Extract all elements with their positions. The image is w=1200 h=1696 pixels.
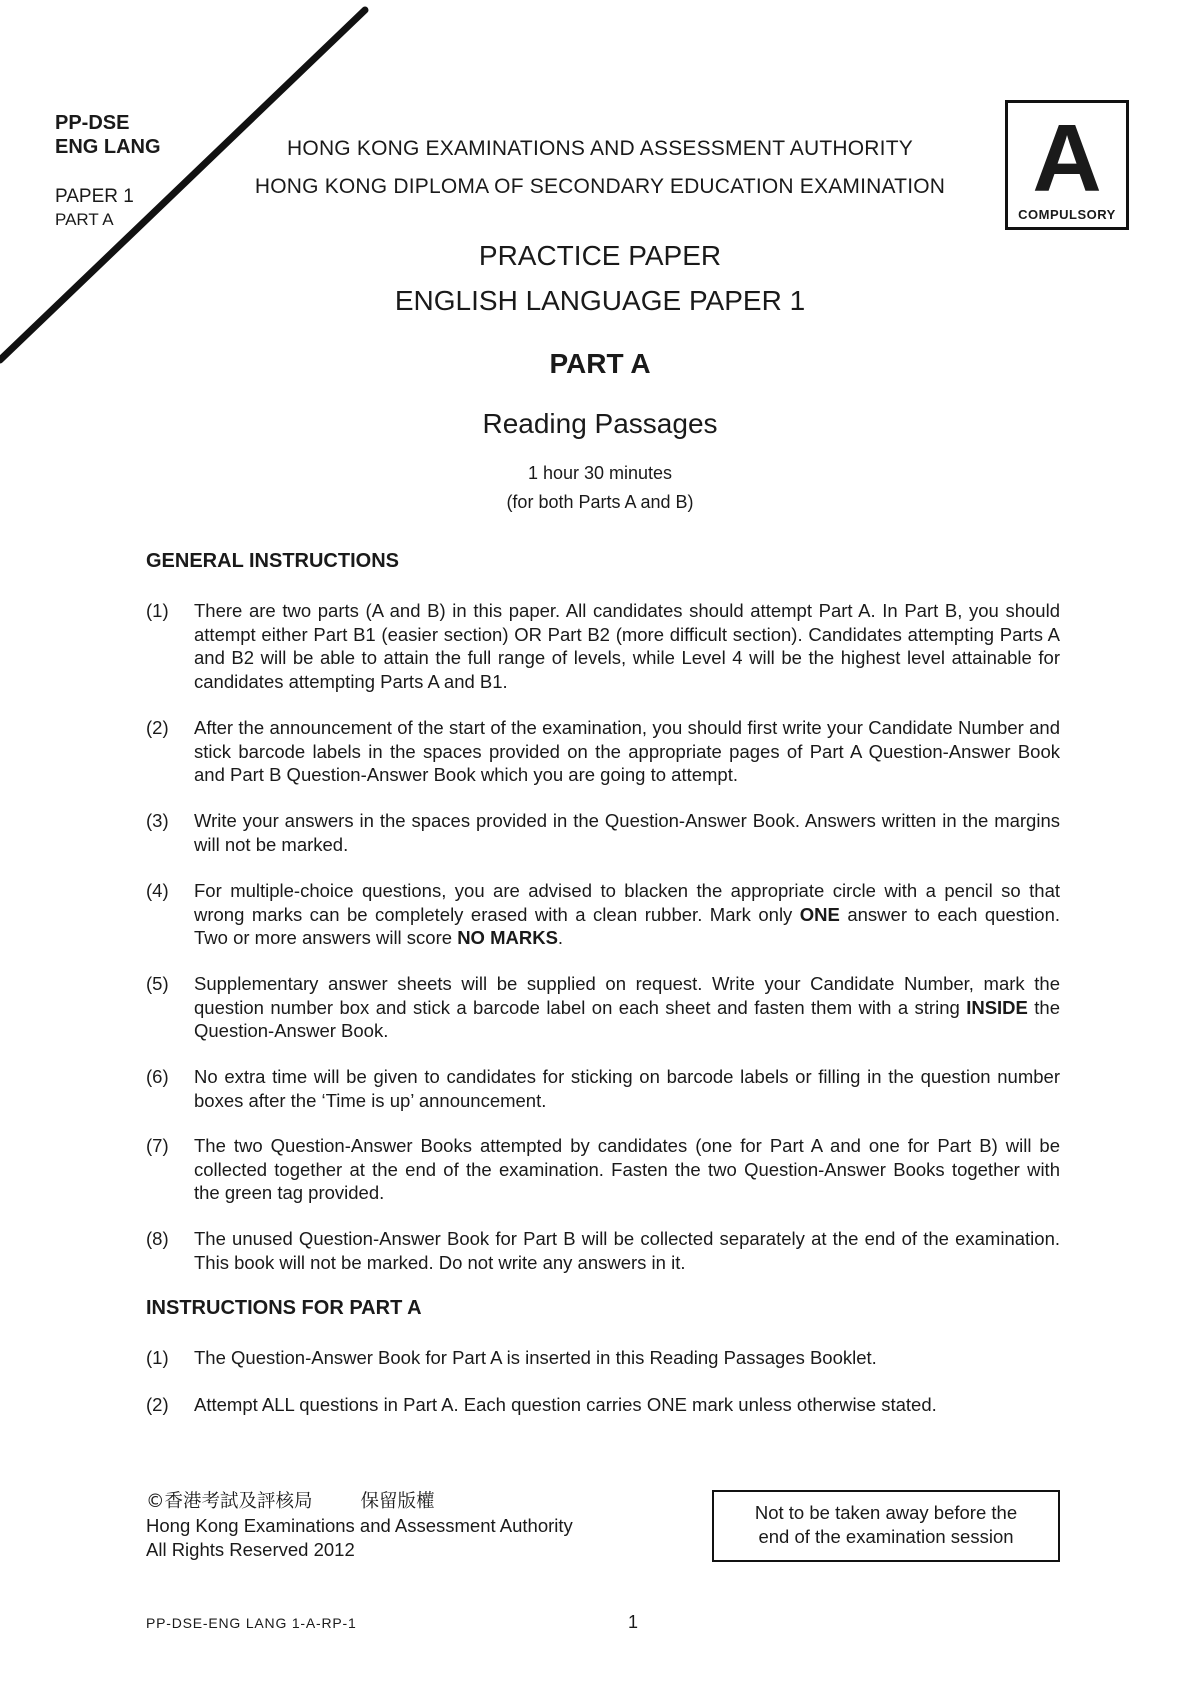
item-text: The Question-Answer Book for Part A is inserted in this Reading Passages Booklet.: [194, 1347, 877, 1368]
item-text: Attempt ALL questions in Part A. Each question carries ONE mark unless otherwise stated.: [194, 1394, 937, 1415]
item-text-part: .: [557, 927, 564, 948]
item-text: The two Question-Answer Books attempted by candidates (one for Part A and one for Part B) will be collected together at the end of the examination. Fasten the two Question-Answer Books together with the green tag provided.: [194, 1135, 1060, 1203]
copyright-cjk-authority: ©香港考試及評核局: [146, 1491, 313, 1512]
item-text: After the announcement of the start of the examination, you should first write your Candidate Number and stick barcode labels in the spaces provided on the appropriate pages of Part A Question-Answer Book and Part B Question-Answer Book which you are going to attempt.: [194, 717, 1060, 785]
item-text: There are two parts (A and B) in this paper. All candidates should attempt Part A. In Part B, you should attempt either Part B1 (easier section) OR Part B2 (more difficult section). Candidates attempting Parts A and B2 will be able to attain the full range of levels, while Level 4 will be the highest level attainable for candidates attempting Parts A and B1.: [194, 600, 1060, 692]
notice-box: [712, 1490, 1060, 1562]
item-number: (4): [146, 880, 169, 901]
corner-paper: PAPER 1: [55, 186, 134, 207]
item-number: (2): [146, 717, 169, 738]
subject-title: ENGLISH LANGUAGE PAPER 1: [394, 285, 806, 316]
practice-paper-title: PRACTICE PAPER: [478, 240, 722, 271]
copyright-rights: All Rights Reserved 2012: [146, 1539, 355, 1560]
item-text: Write your answers in the spaces provided in the Question-Answer Book. Answers written in the margins will not be marked.: [194, 810, 1060, 855]
general-instruction-item: [146, 1227, 1060, 1274]
general-instruction-item: [146, 972, 1060, 1043]
duration: 1 hour 30 minutes: [527, 463, 673, 483]
general-instruction-item: [146, 1134, 1060, 1205]
item-text: No extra time will be given to candidates for sticking on barcode labels or filling in the question number boxes after the ‘Time is up’ announcement.: [194, 1066, 1060, 1111]
authority-name: HONG KONG EXAMINATIONS AND ASSESSMENT AUTHORITY: [287, 137, 913, 160]
item-number: (6): [146, 1066, 169, 1087]
badge-letter: A: [1032, 105, 1102, 212]
booklet-title: Reading Passages: [482, 408, 718, 439]
general-instruction-item: [146, 716, 1060, 787]
badge-label: COMPULSORY: [1018, 207, 1116, 222]
footer-code: PP-DSE-ENG LANG 1-A-RP-1: [146, 1615, 357, 1631]
part-a-instruction-item: [146, 1346, 1060, 1370]
item-text-part: the Question-Answer Book.: [194, 996, 1060, 1041]
item-number: (1): [146, 1347, 169, 1368]
copyright-cjk: [146, 1490, 573, 1514]
item-text-part: Supplementary answer sheets will be supplied on request. Write your Candidate Number, mark the question number box and stick a barcode label on each sheet and fasten them with a string: [194, 973, 1060, 1018]
notice-line2: end of the examination session: [758, 1526, 1014, 1547]
item-text-part: For multiple-choice questions, you are advised to blacken the appropriate circle with a pencil so that wrong marks can be completely erased with a clean rubber. Mark only: [194, 880, 1060, 925]
item-emphasis: NO MARKS: [457, 927, 558, 948]
item-text: The unused Question-Answer Book for Part B will be collected separately at the end of the examination. This book will not be marked. Do not write any answers in it.: [194, 1228, 1060, 1273]
item-number: (1): [146, 600, 169, 621]
copyright-authority: Hong Kong Examinations and Assessment Authority: [146, 1515, 573, 1536]
notice-line1: Not to be taken away before the: [754, 1502, 1018, 1523]
copyright-block: [146, 1490, 573, 1562]
general-instruction-item: [146, 1065, 1060, 1112]
page-number: 1: [628, 1612, 639, 1632]
general-instruction-item: [146, 879, 1060, 950]
general-instructions-heading: GENERAL INSTRUCTIONS: [146, 550, 399, 572]
item-emphasis: INSIDE: [966, 996, 1028, 1018]
exam-name: HONG KONG DIPLOMA OF SECONDARY EDUCATION EXAMINATION: [254, 175, 946, 198]
general-instruction-item: [146, 599, 1060, 693]
part-a-instructions-heading: INSTRUCTIONS FOR PART A: [146, 1297, 422, 1319]
compulsory-badge: [1005, 100, 1129, 230]
part-a-instruction-item: [146, 1393, 1060, 1417]
corner-code-line1: PP-DSE: [55, 112, 130, 134]
item-text: [194, 879, 1060, 950]
item-number: (5): [146, 973, 169, 994]
part-title: PART A: [549, 348, 651, 379]
item-text: [194, 972, 1060, 1043]
item-number: (7): [146, 1135, 169, 1156]
duration-scope: (for both Parts A and B): [506, 492, 694, 512]
item-emphasis: ONE: [799, 903, 840, 925]
item-number: (2): [146, 1394, 169, 1415]
copyright-cjk-reserved: 保留版權: [360, 1491, 435, 1512]
item-number: (8): [146, 1228, 169, 1249]
general-instruction-item: [146, 809, 1060, 856]
item-text-part: answer to each question. Two or more answers will score: [194, 903, 1060, 948]
item-number: (3): [146, 810, 169, 831]
corner-code-line2: ENG LANG: [55, 136, 161, 158]
corner-part: PART A: [55, 210, 114, 229]
